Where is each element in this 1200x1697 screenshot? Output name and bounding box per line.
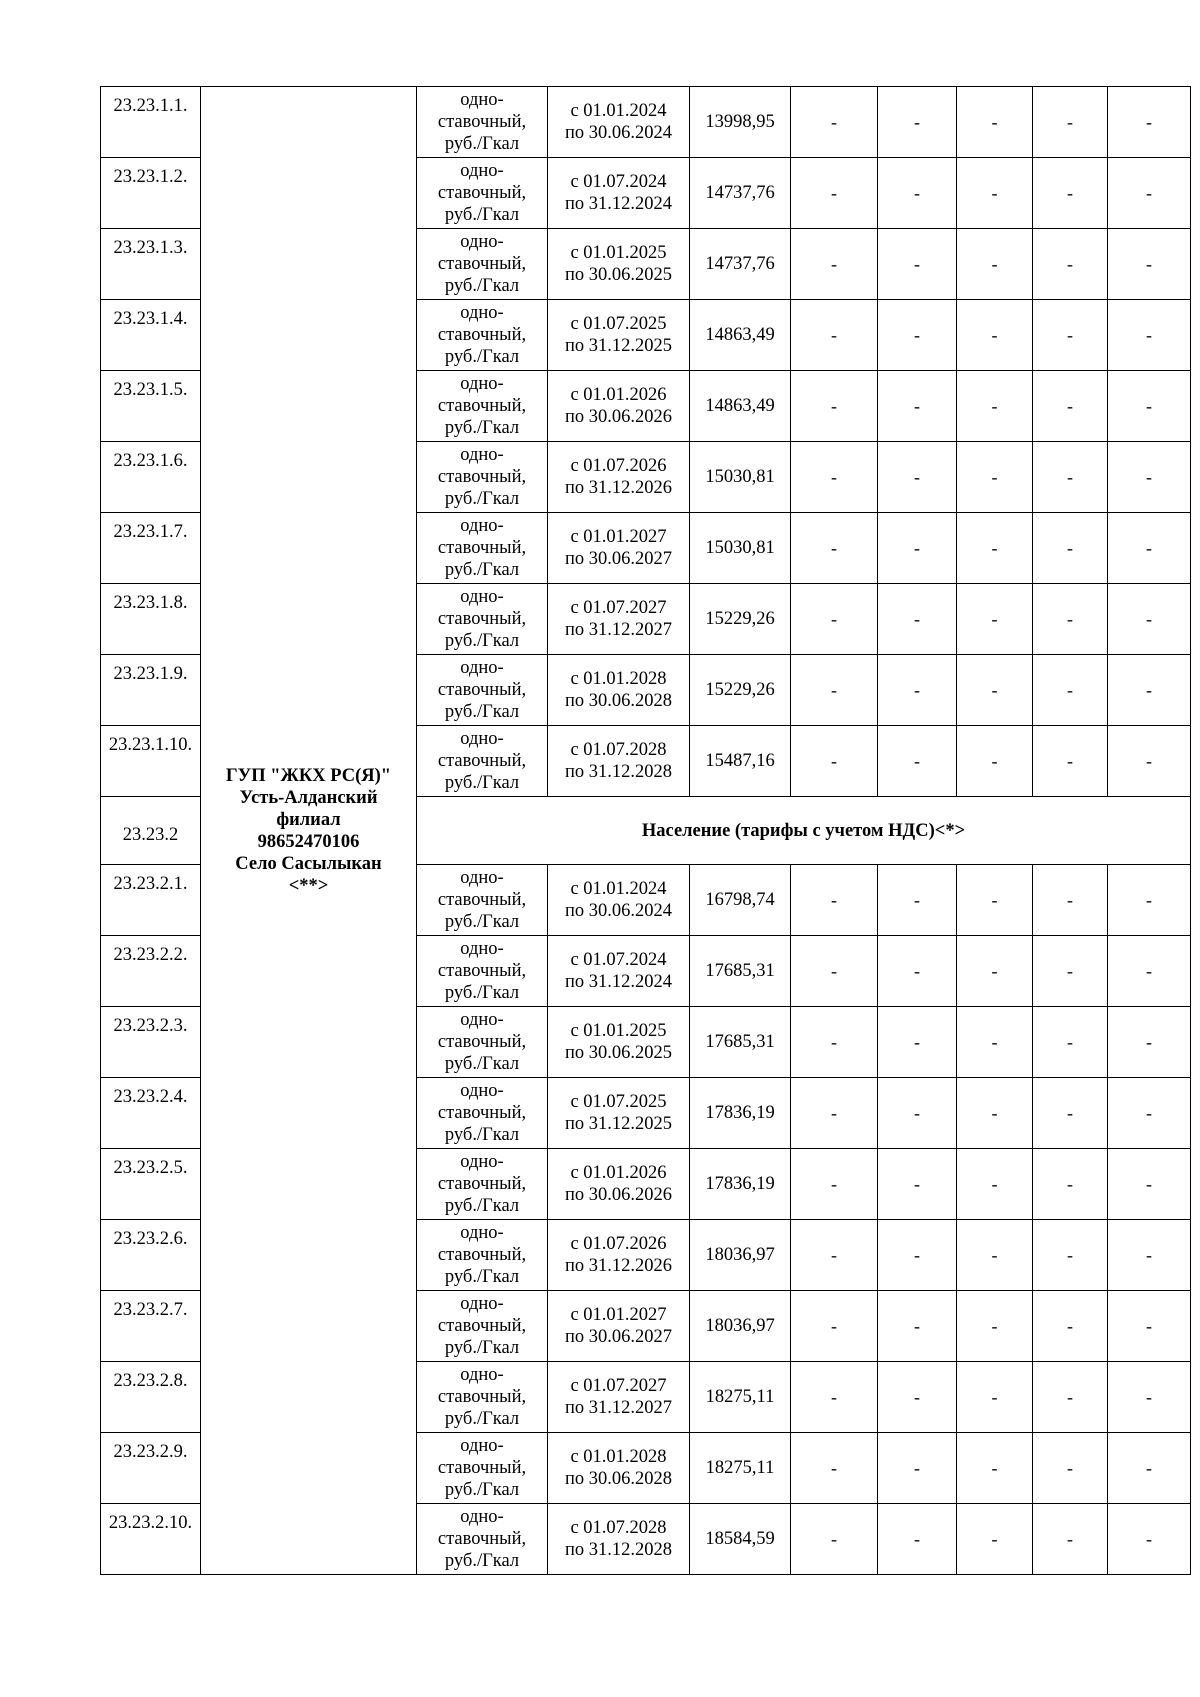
empty-value-dash: -: [1108, 513, 1191, 584]
tariff-value: 14737,76: [690, 229, 791, 300]
empty-value-dash: -: [1108, 1362, 1191, 1433]
empty-value-dash: -: [878, 1291, 957, 1362]
empty-value-dash: -: [1108, 726, 1191, 797]
empty-value-dash: -: [957, 1291, 1033, 1362]
empty-value-dash: -: [1108, 1007, 1191, 1078]
empty-value-dash: -: [878, 1504, 957, 1575]
row-code: 23.23.2.8.: [101, 1362, 201, 1433]
rate-type-text: ставочный,: [437, 1103, 527, 1123]
row-code: 23.23.1.4.: [101, 300, 201, 371]
empty-value-dash: -: [791, 1433, 878, 1504]
empty-value-dash: -: [791, 1504, 878, 1575]
period-from: с 01.01.2025: [570, 243, 667, 263]
tariff-value: 17836,19: [690, 1078, 791, 1149]
empty-value-dash: -: [878, 442, 957, 513]
organization-text: филиал: [276, 809, 341, 830]
rate-type-text: ставочный,: [437, 890, 527, 910]
empty-value-dash: -: [957, 726, 1033, 797]
organization-text: <**>: [288, 875, 329, 896]
row-code: 23.23.1.7.: [101, 513, 201, 584]
empty-value-dash: -: [1108, 584, 1191, 655]
empty-value-dash: -: [1033, 1504, 1108, 1575]
period-cell: [548, 442, 690, 513]
rate-type-text: руб./Гкал: [444, 489, 520, 509]
rate-type-cell: [417, 371, 548, 442]
row-code: 23.23.1.10.: [101, 726, 201, 797]
empty-value-dash: -: [791, 584, 878, 655]
row-code: 23.23.2.9.: [101, 1433, 201, 1504]
rate-type-text: ставочный,: [437, 751, 527, 771]
rate-type-text: одно-: [460, 303, 504, 323]
rate-type-cell: [417, 87, 548, 158]
rate-type-text: одно-: [460, 729, 504, 749]
rate-type-text: ставочный,: [437, 680, 527, 700]
period-from: с 01.01.2028: [570, 669, 667, 689]
empty-value-dash: -: [878, 513, 957, 584]
table-row: [101, 87, 1191, 158]
rate-type-text: одно-: [460, 1365, 504, 1385]
period-cell: [548, 1149, 690, 1220]
empty-value-dash: -: [1108, 1433, 1191, 1504]
empty-value-dash: -: [957, 1220, 1033, 1291]
empty-value-dash: -: [1108, 229, 1191, 300]
empty-value-dash: -: [791, 726, 878, 797]
empty-value-dash: -: [1033, 1362, 1108, 1433]
rate-type-text: руб./Гкал: [444, 134, 520, 154]
tariff-value: 15030,81: [690, 513, 791, 584]
rate-type-text: ставочный,: [437, 1174, 527, 1194]
rate-type-cell: [417, 726, 548, 797]
empty-value-dash: -: [1108, 442, 1191, 513]
period-from: с 01.01.2027: [570, 1305, 667, 1325]
period-cell: [548, 584, 690, 655]
rate-type-text: руб./Гкал: [444, 1409, 520, 1429]
rate-type-text: руб./Гкал: [444, 560, 520, 580]
rate-type-text: руб./Гкал: [444, 1125, 520, 1145]
rate-type-cell: [417, 442, 548, 513]
period-to: по 31.12.2027: [564, 1398, 673, 1418]
period-from: с 01.01.2026: [570, 1163, 667, 1183]
rate-type-cell: [417, 1078, 548, 1149]
empty-value-dash: -: [1108, 300, 1191, 371]
empty-value-dash: -: [957, 513, 1033, 584]
empty-value-dash: -: [791, 300, 878, 371]
empty-value-dash: -: [1108, 865, 1191, 936]
empty-value-dash: -: [791, 158, 878, 229]
rate-type-text: одно-: [460, 1436, 504, 1456]
rate-type-text: одно-: [460, 161, 504, 181]
tariff-value: 17685,31: [690, 936, 791, 1007]
empty-value-dash: -: [878, 584, 957, 655]
empty-value-dash: -: [878, 87, 957, 158]
period-cell: [548, 1078, 690, 1149]
rate-type-cell: [417, 655, 548, 726]
section-code: 23.23.2: [101, 797, 201, 865]
empty-value-dash: -: [878, 371, 957, 442]
period-to: по 30.06.2025: [564, 1043, 673, 1063]
rate-type-text: одно-: [460, 587, 504, 607]
period-cell: [548, 655, 690, 726]
empty-value-dash: -: [791, 1362, 878, 1433]
rate-type-text: одно-: [460, 868, 504, 888]
period-to: по 30.06.2026: [564, 407, 673, 427]
organization-text: Усть-Алданский: [239, 787, 378, 808]
rate-type-text: одно-: [460, 1152, 504, 1172]
rate-type-cell: [417, 1504, 548, 1575]
period-from: с 01.01.2025: [570, 1021, 667, 1041]
rate-type-text: ставочный,: [437, 961, 527, 981]
rate-type-text: ставочный,: [437, 1032, 527, 1052]
rate-type-text: ставочный,: [437, 609, 527, 629]
rate-type-text: руб./Гкал: [444, 912, 520, 932]
empty-value-dash: -: [1033, 655, 1108, 726]
period-from: с 01.01.2026: [570, 385, 667, 405]
empty-value-dash: -: [1108, 1078, 1191, 1149]
period-from: с 01.01.2027: [570, 527, 667, 547]
row-code: 23.23.1.8.: [101, 584, 201, 655]
rate-type-text: одно-: [460, 516, 504, 536]
rate-type-cell: [417, 1220, 548, 1291]
period-cell: [548, 300, 690, 371]
row-code: 23.23.1.9.: [101, 655, 201, 726]
empty-value-dash: -: [957, 158, 1033, 229]
tariff-value: 18275,11: [690, 1433, 791, 1504]
rate-type-text: одно-: [460, 939, 504, 959]
rate-type-text: руб./Гкал: [444, 1054, 520, 1074]
rate-type-text: ставочный,: [437, 538, 527, 558]
row-code: 23.23.2.1.: [101, 865, 201, 936]
rate-type-text: одно-: [460, 1507, 504, 1527]
period-from: с 01.01.2028: [570, 1447, 667, 1467]
rate-type-text: ставочный,: [437, 1458, 527, 1478]
period-to: по 30.06.2027: [564, 1327, 673, 1347]
empty-value-dash: -: [878, 229, 957, 300]
empty-value-dash: -: [957, 300, 1033, 371]
empty-value-dash: -: [1033, 1149, 1108, 1220]
tariff-value: 16798,74: [690, 865, 791, 936]
empty-value-dash: -: [791, 371, 878, 442]
period-from: с 01.07.2028: [570, 740, 667, 760]
tariff-value: 17685,31: [690, 1007, 791, 1078]
empty-value-dash: -: [1108, 371, 1191, 442]
rate-type-cell: [417, 513, 548, 584]
empty-value-dash: -: [1108, 1220, 1191, 1291]
empty-value-dash: -: [1108, 87, 1191, 158]
empty-value-dash: -: [957, 87, 1033, 158]
period-from: с 01.07.2024: [570, 950, 667, 970]
empty-value-dash: -: [957, 371, 1033, 442]
period-to: по 31.12.2028: [564, 762, 673, 782]
rate-type-cell: [417, 300, 548, 371]
period-to: по 30.06.2028: [564, 691, 673, 711]
empty-value-dash: -: [1108, 158, 1191, 229]
empty-value-dash: -: [1033, 229, 1108, 300]
rate-type-text: руб./Гкал: [444, 276, 520, 296]
empty-value-dash: -: [1033, 726, 1108, 797]
empty-value-dash: -: [791, 1149, 878, 1220]
rate-type-text: ставочный,: [437, 112, 527, 132]
empty-value-dash: -: [878, 726, 957, 797]
empty-value-dash: -: [1033, 371, 1108, 442]
organization-text: ГУП "ЖКХ РС(Я)": [225, 765, 392, 786]
row-code: 23.23.2.3.: [101, 1007, 201, 1078]
period-to: по 31.12.2024: [564, 194, 673, 214]
tariff-value: 18275,11: [690, 1362, 791, 1433]
rate-type-text: одно-: [460, 1294, 504, 1314]
period-cell: [548, 1362, 690, 1433]
organization-cell: [201, 87, 417, 1575]
period-cell: [548, 371, 690, 442]
row-code: 23.23.1.2.: [101, 158, 201, 229]
empty-value-dash: -: [1033, 1007, 1108, 1078]
row-code: 23.23.1.1.: [101, 87, 201, 158]
rate-type-text: ставочный,: [437, 1387, 527, 1407]
empty-value-dash: -: [791, 1220, 878, 1291]
period-to: по 30.06.2025: [564, 265, 673, 285]
rate-type-cell: [417, 1433, 548, 1504]
period-cell: [548, 87, 690, 158]
period-to: по 31.12.2028: [564, 1540, 673, 1560]
rate-type-text: одно-: [460, 1010, 504, 1030]
empty-value-dash: -: [878, 300, 957, 371]
empty-value-dash: -: [878, 1362, 957, 1433]
rate-type-text: ставочный,: [437, 254, 527, 274]
empty-value-dash: -: [878, 1220, 957, 1291]
empty-value-dash: -: [878, 865, 957, 936]
empty-value-dash: -: [1108, 1504, 1191, 1575]
period-cell: [548, 1291, 690, 1362]
empty-value-dash: -: [1033, 1433, 1108, 1504]
period-to: по 31.12.2024: [564, 972, 673, 992]
period-to: по 31.12.2026: [564, 478, 673, 498]
empty-value-dash: -: [791, 229, 878, 300]
rate-type-text: ставочный,: [437, 467, 527, 487]
empty-value-dash: -: [957, 865, 1033, 936]
rate-type-text: ставочный,: [437, 183, 527, 203]
period-to: по 30.06.2028: [564, 1469, 673, 1489]
period-to: по 31.12.2026: [564, 1256, 673, 1276]
row-code: 23.23.2.5.: [101, 1149, 201, 1220]
rate-type-cell: [417, 1362, 548, 1433]
period-to: по 31.12.2025: [564, 1114, 673, 1134]
tariff-value: 15487,16: [690, 726, 791, 797]
period-cell: [548, 1504, 690, 1575]
empty-value-dash: -: [1033, 442, 1108, 513]
row-code: 23.23.2.6.: [101, 1220, 201, 1291]
row-code: 23.23.1.5.: [101, 371, 201, 442]
empty-value-dash: -: [791, 1291, 878, 1362]
empty-value-dash: -: [1033, 1220, 1108, 1291]
tariff-value: 15229,26: [690, 584, 791, 655]
period-from: с 01.07.2024: [570, 172, 667, 192]
row-code: 23.23.1.3.: [101, 229, 201, 300]
empty-value-dash: -: [791, 442, 878, 513]
tariff-value: 18584,59: [690, 1504, 791, 1575]
rate-type-text: ставочный,: [437, 396, 527, 416]
rate-type-cell: [417, 584, 548, 655]
empty-value-dash: -: [878, 158, 957, 229]
tariff-value: 18036,97: [690, 1291, 791, 1362]
rate-type-text: руб./Гкал: [444, 773, 520, 793]
row-code: 23.23.2.10.: [101, 1504, 201, 1575]
period-to: по 30.06.2024: [564, 123, 673, 143]
rate-type-text: руб./Гкал: [444, 1196, 520, 1216]
organization-text: Село Сасылыкан: [235, 853, 382, 874]
tariff-value: 17836,19: [690, 1149, 791, 1220]
row-code: 23.23.2.4.: [101, 1078, 201, 1149]
rate-type-text: ставочный,: [437, 1245, 527, 1265]
empty-value-dash: -: [791, 1007, 878, 1078]
empty-value-dash: -: [957, 1078, 1033, 1149]
period-from: с 01.07.2025: [570, 314, 667, 334]
row-code: 23.23.2.7.: [101, 1291, 201, 1362]
empty-value-dash: -: [878, 1078, 957, 1149]
rate-type-cell: [417, 158, 548, 229]
tariff-value: 13998,95: [690, 87, 791, 158]
empty-value-dash: -: [1033, 300, 1108, 371]
tariff-value: 14863,49: [690, 371, 791, 442]
empty-value-dash: -: [791, 87, 878, 158]
table-body: [101, 87, 1191, 1575]
empty-value-dash: -: [957, 655, 1033, 726]
empty-value-dash: -: [957, 1362, 1033, 1433]
period-from: с 01.07.2027: [570, 1376, 667, 1396]
tariff-value: 15030,81: [690, 442, 791, 513]
rate-type-text: руб./Гкал: [444, 1338, 520, 1358]
period-from: с 01.07.2025: [570, 1092, 667, 1112]
period-from: с 01.07.2026: [570, 1234, 667, 1254]
period-to: по 30.06.2026: [564, 1185, 673, 1205]
rate-type-text: одно-: [460, 232, 504, 252]
empty-value-dash: -: [1108, 1291, 1191, 1362]
empty-value-dash: -: [791, 513, 878, 584]
empty-value-dash: -: [957, 442, 1033, 513]
period-cell: [548, 1007, 690, 1078]
empty-value-dash: -: [878, 1433, 957, 1504]
period-from: с 01.07.2026: [570, 456, 667, 476]
period-cell: [548, 158, 690, 229]
empty-value-dash: -: [1033, 936, 1108, 1007]
section-title: Население (тарифы с учетом НДС)<*>: [417, 797, 1191, 865]
rate-type-text: одно-: [460, 445, 504, 465]
rate-type-cell: [417, 1291, 548, 1362]
empty-value-dash: -: [791, 865, 878, 936]
period-from: с 01.07.2027: [570, 598, 667, 618]
tariff-table: [100, 86, 1191, 1575]
organization-text: 98652470106: [257, 831, 360, 852]
rate-type-text: руб./Гкал: [444, 347, 520, 367]
rate-type-text: руб./Гкал: [444, 1480, 520, 1500]
rate-type-text: одно-: [460, 1081, 504, 1101]
period-from: с 01.01.2024: [570, 879, 667, 899]
empty-value-dash: -: [1033, 584, 1108, 655]
rate-type-text: руб./Гкал: [444, 205, 520, 225]
empty-value-dash: -: [1033, 513, 1108, 584]
rate-type-text: руб./Гкал: [444, 631, 520, 651]
rate-type-text: ставочный,: [437, 1316, 527, 1336]
rate-type-text: одно-: [460, 374, 504, 394]
rate-type-cell: [417, 229, 548, 300]
empty-value-dash: -: [791, 1078, 878, 1149]
period-cell: [548, 1220, 690, 1291]
rate-type-cell: [417, 1149, 548, 1220]
empty-value-dash: -: [791, 655, 878, 726]
rate-type-text: руб./Гкал: [444, 418, 520, 438]
empty-value-dash: -: [1033, 1291, 1108, 1362]
rate-type-text: одно-: [460, 1223, 504, 1243]
empty-value-dash: -: [957, 1149, 1033, 1220]
period-to: по 31.12.2027: [564, 620, 673, 640]
empty-value-dash: -: [957, 1007, 1033, 1078]
period-cell: [548, 726, 690, 797]
empty-value-dash: -: [1108, 1149, 1191, 1220]
empty-value-dash: -: [957, 584, 1033, 655]
rate-type-text: ставочный,: [437, 1529, 527, 1549]
period-cell: [548, 865, 690, 936]
row-code: 23.23.1.6.: [101, 442, 201, 513]
period-to: по 30.06.2024: [564, 901, 673, 921]
empty-value-dash: -: [1108, 655, 1191, 726]
empty-value-dash: -: [957, 936, 1033, 1007]
empty-value-dash: -: [1033, 865, 1108, 936]
empty-value-dash: -: [1033, 1078, 1108, 1149]
tariff-value: 18036,97: [690, 1220, 791, 1291]
rate-type-text: руб./Гкал: [444, 1267, 520, 1287]
period-cell: [548, 1433, 690, 1504]
empty-value-dash: -: [1108, 936, 1191, 1007]
empty-value-dash: -: [957, 1504, 1033, 1575]
period-from: с 01.07.2028: [570, 1518, 667, 1538]
tariff-value: 15229,26: [690, 655, 791, 726]
rate-type-text: ставочный,: [437, 325, 527, 345]
row-code: 23.23.2.2.: [101, 936, 201, 1007]
empty-value-dash: -: [878, 1149, 957, 1220]
empty-value-dash: -: [1033, 87, 1108, 158]
rate-type-text: руб./Гкал: [444, 983, 520, 1003]
empty-value-dash: -: [957, 1433, 1033, 1504]
period-to: по 31.12.2025: [564, 336, 673, 356]
rate-type-text: одно-: [460, 658, 504, 678]
empty-value-dash: -: [1033, 158, 1108, 229]
empty-value-dash: -: [791, 936, 878, 1007]
empty-value-dash: -: [878, 1007, 957, 1078]
rate-type-text: одно-: [460, 90, 504, 110]
period-to: по 30.06.2027: [564, 549, 673, 569]
period-cell: [548, 513, 690, 584]
tariff-value: 14863,49: [690, 300, 791, 371]
tariff-value: 14737,76: [690, 158, 791, 229]
rate-type-cell: [417, 865, 548, 936]
empty-value-dash: -: [957, 229, 1033, 300]
rate-type-text: руб./Гкал: [444, 702, 520, 722]
empty-value-dash: -: [878, 655, 957, 726]
rate-type-cell: [417, 1007, 548, 1078]
rate-type-cell: [417, 936, 548, 1007]
empty-value-dash: -: [878, 936, 957, 1007]
period-from: с 01.01.2024: [570, 101, 667, 121]
period-cell: [548, 229, 690, 300]
rate-type-text: руб./Гкал: [444, 1551, 520, 1571]
period-cell: [548, 936, 690, 1007]
